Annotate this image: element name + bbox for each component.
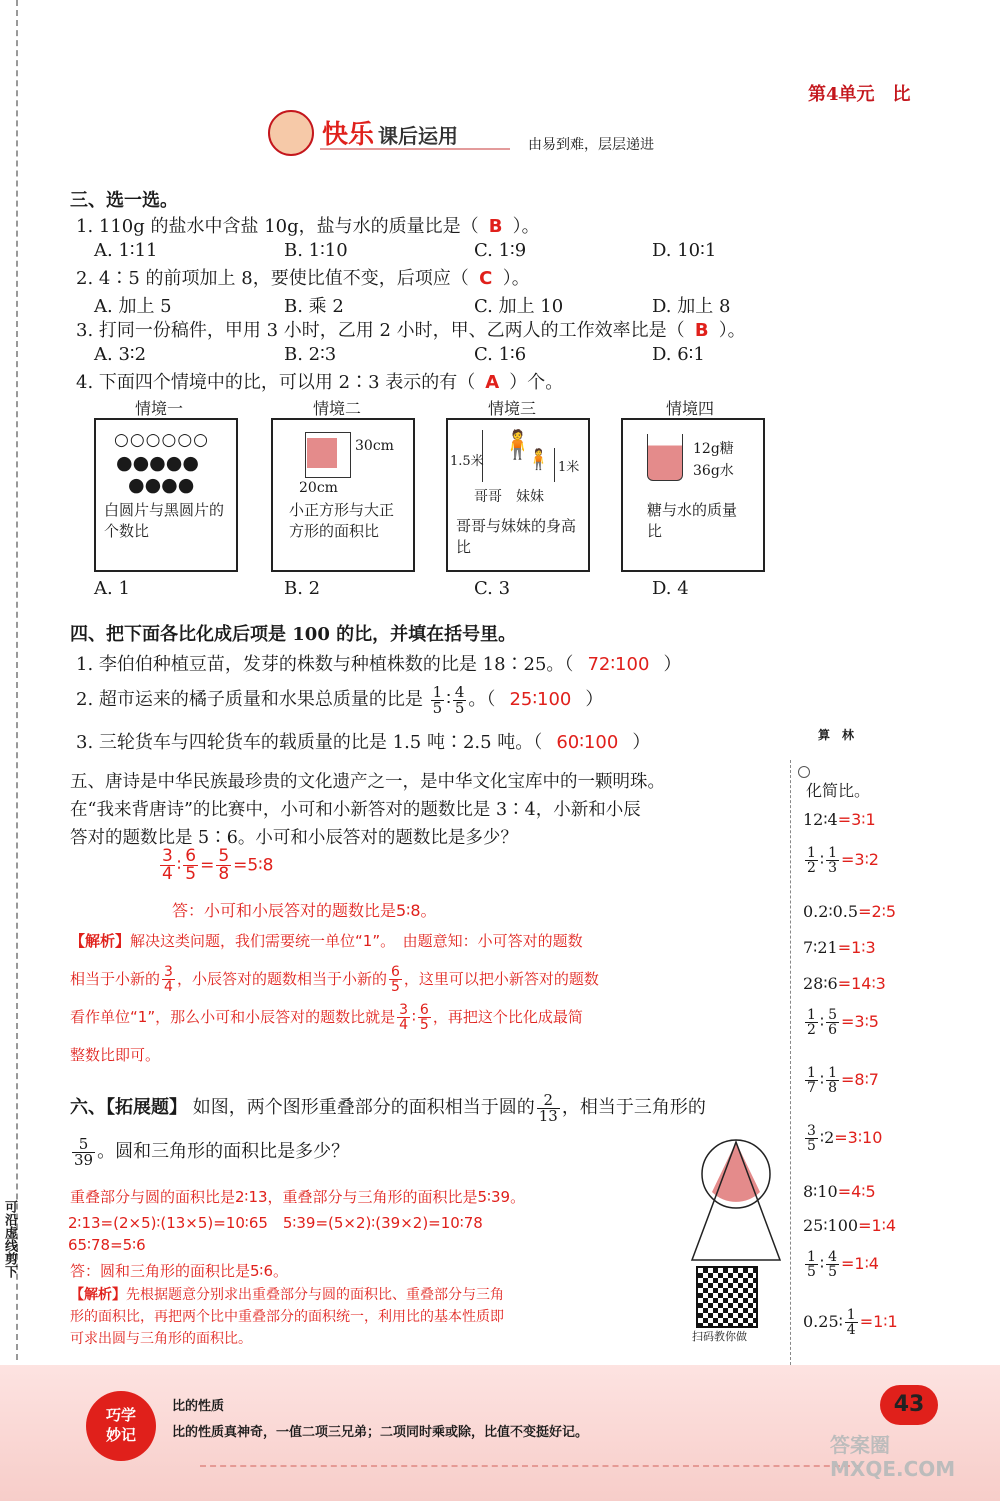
s5-analysis-line4: 整数比即可。 (70, 1046, 161, 1064)
sb7-a: =8∶7 (841, 1070, 879, 1089)
s6-work1: 重叠部分与圆的面积比是2∶13，重叠部分与三角形的面积比是5∶39。 (70, 1188, 526, 1206)
s4-q2-frac-1: $\frac{1}{5}$ (432, 682, 443, 717)
unit-title: 第4单元 比 (808, 84, 911, 105)
s4-q1-text: 1. 李伯伯种植豆苗，发芽的株数与种植株数的比是 18∶25。（ (76, 654, 574, 675)
s5-analysis-line2 (70, 960, 770, 998)
s5-line3: 答对的题数比是 5∶6。小可和小辰答对的题数比是多少？ (70, 828, 518, 848)
s3-title: 三、选一选。 (70, 190, 178, 211)
footer-dashes (200, 1465, 860, 1467)
s4-title: 四、把下面各比化成后项是 100 的比，并填在括号里。 (70, 624, 517, 645)
white-discs: ○○○○○○ (114, 430, 210, 450)
scene3-title: 情境三 (488, 399, 537, 418)
scene4-box (621, 418, 765, 572)
s6-analysis-label: 【解析】 (70, 1287, 126, 1303)
s3-q2-opt-a: A. 加上 5 (94, 296, 172, 317)
sidebar-item-7: $\frac{1}{7}$ ∶ $\frac{1}{8}$ =8∶7 (807, 1065, 879, 1096)
scene1-title: 情境一 (135, 399, 184, 418)
s4-q3-text: 3. 三轮货车与四轮货车的载质量的比是 1.5 吨∶2.5 吨。（ (76, 732, 543, 753)
sb9-q: 8∶10 (803, 1182, 838, 1201)
s4-q1-answer: 72∶100 (587, 654, 650, 675)
small-square (307, 438, 337, 468)
s4-q2: 2. 超市运来的橘子质量和水果总质量的比是 $\frac{1}{5}$ ∶ $\frac{4}{5}$ 。（ 25∶100 ） (76, 678, 603, 722)
s3-q2-end: ）。 (502, 268, 530, 289)
scene2-box (271, 418, 415, 572)
sb1-a: =3∶1 (837, 810, 876, 829)
sb4-q: 7∶21 (803, 938, 838, 957)
black-discs-row2: ●●●● (128, 474, 195, 496)
s3-q2-opt-c: C. 加上 10 (474, 296, 564, 317)
sb3-a: =2∶5 (858, 902, 896, 921)
s3-q3-opt-a: A. 3∶2 (94, 344, 147, 365)
sb1-q: 12∶4 (803, 810, 838, 829)
sidebar-item-4 (803, 938, 876, 957)
mascot-icon (268, 110, 314, 156)
sidebar-item-10 (803, 1216, 896, 1235)
footer-badge (86, 1391, 156, 1461)
s5-analysis-line1 (70, 922, 770, 960)
s5-calc-frac-2: $\frac{6}{5}$ (185, 846, 197, 884)
s6-work3: 65∶78=5∶6 (68, 1236, 146, 1254)
scene4-option: D. 4 (652, 578, 689, 599)
sb4-a: =1∶3 (837, 938, 876, 957)
sb2-a: =3∶2 (841, 850, 879, 869)
sidebar-item-2: $\frac{1}{2}$ ∶ $\frac{1}{3}$ =3∶2 (807, 845, 879, 876)
sb12-frac: $\frac{1}{4}$ (846, 1307, 856, 1338)
s5-line1: 五、唐诗是中华民族最珍贵的文化遗产之一，是中华文化宝库中的一颗明珠。 (70, 772, 665, 792)
short-bracket (554, 448, 555, 482)
s3-q3-text: 3. 打同一份稿件，甲用 3 小时，乙用 2 小时，甲、乙两人的工作效率比是（ (76, 320, 685, 341)
sb12-q: 0.25∶ (803, 1312, 843, 1331)
s5-analysis-text3b: ，再把这个比化成最简 (432, 1008, 583, 1026)
cut-dashed-line (16, 0, 18, 1360)
s3-q1-opt-a: A. 1∶11 (94, 240, 158, 261)
sb2-frac-2: $\frac{1}{3}$ (828, 845, 838, 876)
s5-analysis-label: 【解析】 (70, 932, 131, 950)
sidebar-title: 算 林 (818, 728, 855, 742)
qr-label: 扫码教你做 (692, 1330, 747, 1343)
sb6-frac-1: $\frac{1}{2}$ (807, 1007, 816, 1038)
sidebar-item-3 (803, 902, 896, 921)
s5-analysis-line3: 看作单位“1”，那么小可和小辰答对的题数比就是 $\frac{3}{4}$ ∶ $\frac{6}{5}$ ，再把这个比化成最简 (70, 1002, 583, 1033)
sb11-frac-1: $\frac{1}{5}$ (807, 1249, 816, 1280)
scene2-title: 情境二 (313, 399, 362, 418)
side-cut-label: 可沿虚线剪下 (2, 1200, 17, 1278)
s4-q2-end: ） (585, 689, 604, 710)
sister-figure-icon: 🧍 (526, 447, 551, 471)
scene1-option: A. 1 (94, 578, 130, 599)
s5-calc-result: =5∶8 (233, 855, 274, 876)
slogan: 由易到难，层层递进 (528, 137, 654, 153)
s6-line1 (70, 1090, 706, 1126)
qr-code-icon[interactable] (696, 1266, 758, 1328)
sb7-frac-2: $\frac{1}{8}$ (828, 1065, 838, 1096)
s5-analysis-text3a: 看作单位“1”，那么小可和小辰答对的题数比就是 (70, 1008, 396, 1026)
footer-badge-text: 巧学妙记 (105, 1406, 136, 1444)
sidebar-item-8: $\frac{3}{5}$ ∶2=3∶10 (807, 1123, 883, 1154)
s3-q2-opt-d: D. 加上 8 (652, 296, 731, 317)
s3-q1-opt-b: B. 1∶10 (284, 240, 348, 261)
sb12-a: =1∶1 (859, 1312, 898, 1331)
s5-analysis-text1: 解决这类问题，我们需要统一单位“1”。 由题意知：小可答对的题数 (130, 932, 583, 950)
s3-q3 (76, 316, 746, 342)
s6-work4: 答：圆和三角形的面积比是5∶6。 (70, 1262, 288, 1280)
header-underline (320, 148, 510, 150)
sb11-frac-2: $\frac{4}{5}$ (828, 1249, 838, 1280)
sb10-a: =1∶4 (858, 1216, 896, 1235)
s6-text2: 。圆和三角形的面积比是多少？ (97, 1141, 350, 1162)
s6-frac-triangle: $\frac{5}{39}$ (74, 1134, 94, 1169)
s5-calc: $\frac{3}{4}$ ∶ $\frac{6}{5}$ = $\frac{5}{8}$ =5∶8 (162, 846, 274, 884)
s5-calc-frac-1: $\frac{3}{4}$ (162, 846, 173, 884)
sb2-frac-1: $\frac{1}{2}$ (807, 845, 816, 876)
scene4-label-water: 36g水 (693, 463, 734, 479)
sidebar-circle-icon (798, 766, 810, 778)
black-discs-row1: ●●●●● (116, 452, 199, 474)
sidebar-item-12 (803, 1308, 898, 1337)
scene2-option: B. 2 (284, 578, 321, 599)
circle-triangle-figure (688, 1136, 784, 1266)
s5-an-frac-1: $\frac{3}{4}$ (164, 964, 173, 995)
s3-q3-opt-d: D. 6∶1 (652, 344, 705, 365)
s3-q1-text: 1. 110g 的盐水中含盐 10g，盐与水的质量比是（ (76, 216, 479, 237)
sb5-q: 28∶6 (803, 974, 838, 993)
sb6-frac-2: $\frac{5}{6}$ (828, 1007, 838, 1038)
s3-q1-end: ）。 (512, 216, 540, 237)
s6-text1a: 如图，两个图形重叠部分的面积相当于圆的 (192, 1097, 535, 1118)
brand-happy: 快乐 (322, 120, 375, 150)
sb3-q: 0.2∶0.5 (803, 902, 859, 921)
sidebar-subtitle: 化简比。 (806, 781, 871, 800)
s4-q2-frac-2: $\frac{4}{5}$ (454, 682, 465, 717)
s3-q3-answer: B (694, 320, 709, 341)
scene4-title: 情境四 (666, 399, 715, 418)
s6-analysis-line2: 形的面积比，再把两个比中重叠部分的面积统一，利用比的基本性质即 (70, 1309, 504, 1325)
s6-analysis-line1 (70, 1284, 688, 1306)
scene2-caption: 小正方形与大正方形的面积比 (289, 501, 395, 540)
brother-figure-icon: 🧍 (500, 428, 535, 461)
s5-an-frac-4: $\frac{6}{5}$ (419, 1002, 429, 1033)
s6-line2 (70, 1134, 349, 1170)
sb8-a: =3∶10 (834, 1128, 883, 1147)
scene2-label-30cm: 30cm (355, 438, 394, 454)
sb8-frac: $\frac{3}{5}$ (807, 1123, 816, 1154)
s5-answer: 答：小可和小辰答对的题数比是5∶8。 (172, 901, 437, 920)
s5-analysis-text2a: 相当于小新的 (70, 970, 161, 988)
sidebar-item-9 (803, 1182, 876, 1201)
sidebar-divider (790, 760, 791, 1370)
s4-q2-tail: 。（ (468, 689, 496, 710)
s3-q1-opt-c: C. 1∶9 (474, 240, 527, 261)
s3-q4-answer: A (485, 372, 500, 393)
scene1-box (94, 418, 238, 572)
s5-analysis-text2c: ，这里可以把小新答对的题数 (403, 970, 599, 988)
sb6-a: =3∶5 (841, 1012, 879, 1031)
s6-analysis (70, 1284, 688, 1350)
watermark: 答案圈 MXQE.COM (830, 1433, 956, 1481)
sb7-frac-1: $\frac{1}{7}$ (807, 1065, 816, 1096)
s6-analysis-text1: 先根据题意分别求出重叠部分与圆的面积比、重叠部分与三角 (126, 1287, 504, 1303)
s4-q3-answer: 60∶100 (556, 732, 619, 753)
cup-icon (647, 434, 683, 481)
s3-q2-opt-b: B. 乘 2 (284, 296, 344, 317)
s5-analysis-text2b: ，小辰答对的题数相当于小新的 (176, 970, 387, 988)
s3-q2-answer: C (479, 268, 493, 289)
brand-title: 课后运用 (378, 124, 458, 148)
sb10-q: 25∶100 (803, 1216, 859, 1235)
sidebar-item-11: $\frac{1}{5}$ ∶ $\frac{4}{5}$ =1∶4 (807, 1249, 879, 1280)
sb9-a: =4∶5 (837, 1182, 876, 1201)
scene4-caption: 糖与水的质量比 (647, 501, 738, 540)
sidebar-item-5 (803, 974, 886, 993)
scene3-label-1: 1.5米 (450, 454, 484, 469)
s4-q2-text: 2. 超市运来的橘子质量和水果总质量的比是 (76, 689, 423, 710)
overlap-region (712, 1142, 760, 1202)
s6-analysis-line3: 可求出圆与三角形的面积比。 (70, 1331, 252, 1347)
s6-work2: 2∶13=(2×5)∶(13×5)=10∶65 5∶39=(5×2)∶(39×2)=10∶78 (68, 1214, 483, 1232)
scene1-caption: 白圆片与黑圆片的个数比 (104, 501, 225, 540)
footer-rhyme: 比的性质真神奇，一值二项三兄弟；二项同时乘或除，比值不变挺好记。 (172, 1425, 589, 1440)
s4-q3-end: ） (632, 732, 651, 753)
scene3-caption: 哥哥与妹妹的身高比 (456, 517, 577, 556)
s4-q3 (76, 728, 650, 754)
s4-q2-answer: 25∶100 (509, 689, 572, 710)
s3-q4 (76, 368, 563, 394)
s6-text1b: ，相当于三角形的 (561, 1097, 706, 1118)
scene3-option: C. 3 (474, 578, 511, 599)
s3-q2 (76, 264, 530, 290)
s5-analysis (70, 922, 770, 1074)
s3-q2-text: 2. 4∶5 的前项加上 8，要使比值不变，后项应（ (76, 268, 469, 289)
s3-q4-text: 4. 下面四个情境中的比，可以用 2∶3 表示的有（ (76, 372, 476, 393)
s6-frac-circle: $\frac{2}{13}$ (538, 1090, 558, 1125)
scene3-box (446, 418, 590, 572)
s3-q3-opt-b: B. 2∶3 (284, 344, 337, 365)
s4-q1-end: ） (663, 654, 682, 675)
footer-band (0, 1365, 1000, 1501)
s3-q1-opt-d: D. 10∶1 (652, 240, 717, 261)
s4-q1 (76, 650, 681, 676)
sidebar-item-1 (803, 810, 876, 829)
scene3-label-2: 1米 (558, 460, 580, 475)
s5-an-frac-2: $\frac{6}{5}$ (390, 964, 400, 995)
sidebar-item-6: $\frac{1}{2}$ ∶ $\frac{5}{6}$ =3∶5 (807, 1007, 879, 1038)
scene4-label-sugar: 12g糖 (693, 441, 734, 457)
s6-label: 六、【拓展题】 (70, 1097, 187, 1118)
sb11-a: =1∶4 (841, 1254, 879, 1273)
footer-title: 比的性质 (172, 1399, 225, 1414)
s5-line2: 在“我来背唐诗”的比赛中，小可和小新答对的题数比是 3∶4，小新和小辰 (70, 800, 641, 820)
s3-q3-opt-c: C. 1∶6 (474, 344, 527, 365)
s3-q1 (76, 212, 540, 238)
scene3-names: 哥哥 妹妹 (474, 489, 544, 505)
sb5-a: =14∶3 (837, 974, 886, 993)
page-number: 43 (880, 1385, 938, 1425)
s5-calc-frac-3: $\frac{5}{8}$ (218, 846, 230, 884)
s3-q3-end: ）。 (718, 320, 746, 341)
scene2-label-20cm: 20cm (299, 480, 338, 496)
s5-an-frac-3: $\frac{3}{4}$ (399, 1002, 409, 1033)
s3-q1-answer: B (488, 216, 503, 237)
s3-q4-end: ）个。 (509, 372, 564, 393)
